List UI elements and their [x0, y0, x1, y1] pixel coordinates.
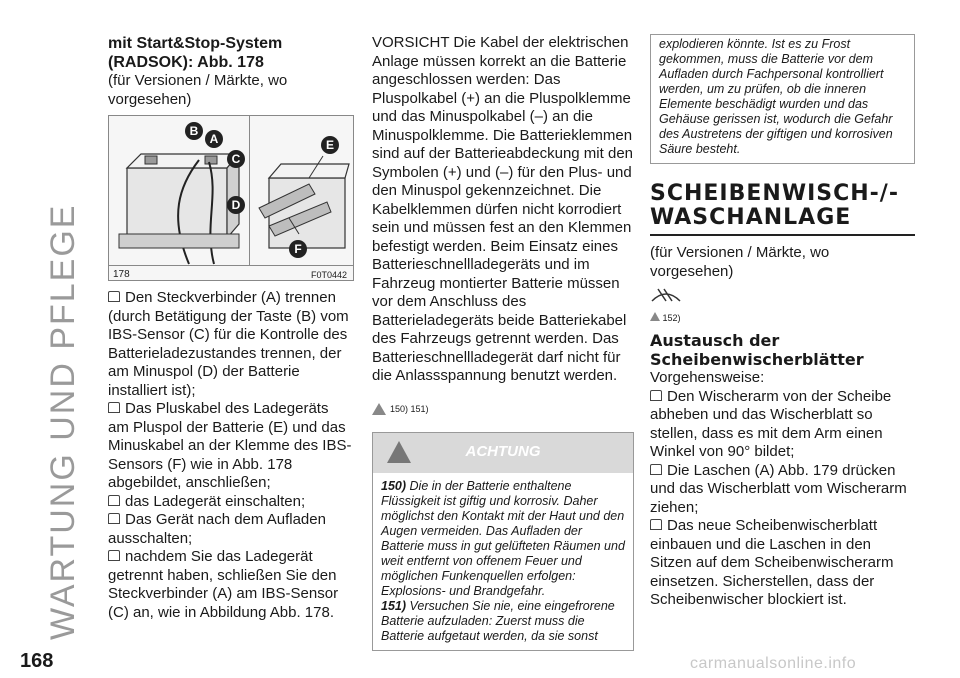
column-2: [372, 34, 634, 651]
warning-title: ACHTUNG: [465, 443, 541, 460]
procedure-step: das Ladegerät einschalten;: [108, 493, 352, 512]
bullet-box-icon: [108, 291, 120, 302]
procedure-intro: Vorgehensweise:: [650, 369, 765, 386]
figure-178: [108, 115, 354, 281]
side-section-title: WARTUNG UND PFLEGE: [44, 203, 82, 640]
figure-number: 178: [113, 269, 130, 280]
procedure-step: Die Laschen (A) Abb. 179 drücken und das Wischerblatt vom Wischerarm ziehen;: [650, 461, 907, 516]
column-1: [108, 34, 352, 622]
section-subheading: (für Versionen / Märkte, wo vorgesehen): [650, 244, 830, 280]
warning-item: 151) Versuchen Sie nie, eine eingefrorene Batterie aufzuladen: Zuerst muss die Batterie aufgetaut werden, da sie sonst: [381, 599, 615, 643]
callout-b: B: [185, 122, 203, 140]
figure-divider: [249, 116, 250, 266]
warning-box: [372, 432, 634, 651]
warning-triangle-icon: [650, 312, 660, 321]
procedure-step: Das neue Scheibenwischerblatt einbauen und die Laschen in den Sitzen auf dem Scheibenwischerarm einsetzen. Sicherstellen, dass der Scheibenwischer blockiert ist.: [650, 517, 894, 608]
subsection-title: Austausch der Scheibenwischerblätter: [650, 331, 864, 369]
warning-body: [373, 473, 633, 650]
warning-references: 150) 151): [372, 400, 634, 419]
footer-watermark[interactable]: carmanualsonline.info: [690, 655, 857, 672]
procedure-step: Das Gerät nach dem Aufladen ausschalten;: [108, 511, 326, 547]
battery-illustration: [109, 116, 353, 266]
warning-item: 150) Die in der Batterie enthaltene Flüssigkeit ist giftig und korrosiv. Daher möglichst den Kontakt mit der Haut und den Augen vermeiden. Das Aufladen der Batterie muss in gut gelüfteten Räumen und weit entfernt von offenem Feuer und möglichen Funkenquellen erfolgen: Explosions- und Brandgefahr.: [381, 479, 625, 598]
caution-paragraph: VORSICHT Die Kabel der elektrischen Anlage müssen korrekt an die Batterie angeschlossen werden: Das Pluspolkabel (+) an die Pluspolklemme und das Minuspolkabel (–) an die Minuspolklemme. Die Batterieklemmen sind auf der Batterieabdeckung mit den Symbolen (+) und (–) für den Plus- und den Minuspol gekennzeichnet. Die Kabelklemmen dürfen nicht korrodiert sein und müssen fest an den Klemmen befestigt werden. Beim Einsatz eines Batterieschnellladegeräts und im Fahrzeug montierter Batterie müssen vor dem Anschluss des Batterieladegeräts beide Batteriekabel des Fahrzeugs getrennt werden. Das Batterieschnellladegerät darf nicht für die Anlassspannung benutzt werden.: [372, 34, 633, 384]
callout-e: E: [321, 136, 339, 154]
callout-d: D: [227, 196, 245, 214]
bullet-box-icon: [650, 390, 662, 401]
bullet-box-icon: [108, 550, 120, 561]
bullet-box-icon: [108, 402, 120, 413]
bullet-box-icon: [650, 519, 662, 530]
column-3: [650, 34, 915, 610]
bullet-box-icon: [108, 495, 120, 506]
procedure-step: nachdem Sie das Ladegerät getrennt haben, schließen Sie den Steckverbinder (A) am IBS-Sensor (C) an, wie in Abbildung Abb. 178.: [108, 548, 339, 621]
procedure-heading: mit Start&Stop-System (RADSOK): Abb. 178: [108, 35, 283, 71]
section-reference: 152): [650, 309, 915, 328]
wiper-blade-icon: [650, 285, 915, 309]
procedure-step: Den Steckverbinder (A) trennen (durch Betätigung der Taste (B) vom IBS-Sensor (C) für die Kontrolle des Batterieladezustandes trennen, der am Minuspol (D) der Batterie installiert ist);: [108, 289, 349, 399]
callout-a: A: [205, 130, 223, 148]
bullet-box-icon: [650, 464, 662, 475]
warning-triangle-icon: [372, 403, 386, 415]
figure-code: F0T0442: [310, 270, 347, 280]
bullet-box-icon: [108, 513, 120, 524]
procedure-step: Den Wischerarm von der Scheibe abheben und das Wischerblatt so stellen, dass es mit dem Arm einen Winkel von 90° bildet;: [650, 387, 892, 460]
callout-f: F: [289, 240, 307, 258]
section-title: SCHEIBENWISCH-/-WASCHANLAGE: [650, 182, 915, 236]
procedure-step: Das Pluskabel des Ladegeräts am Pluspol der Batterie (E) und das Minuskabel an der Klemme des IBS-Sensors (F) wie in Abb. 178 abgebildet, anschließen;: [108, 400, 352, 491]
procedure-subheading: (für Versionen / Märkte, wo vorgesehen): [108, 72, 288, 108]
callout-c: C: [227, 150, 245, 168]
warning-continuation: explodieren könnte. Ist es zu Frost gekommen, muss die Batterie vor dem Aufladen durch Fachpersonal kontrolliert werden, um zu prüfen, ob die inneren Elemente beschädigt wurden und das Gehäuse gerissen ist, wodurch die Gefahr des Austretens der giftigen und korrosiven Säure besteht.: [650, 34, 915, 164]
warning-box-header: [373, 433, 633, 473]
page-number: 168: [20, 650, 54, 672]
